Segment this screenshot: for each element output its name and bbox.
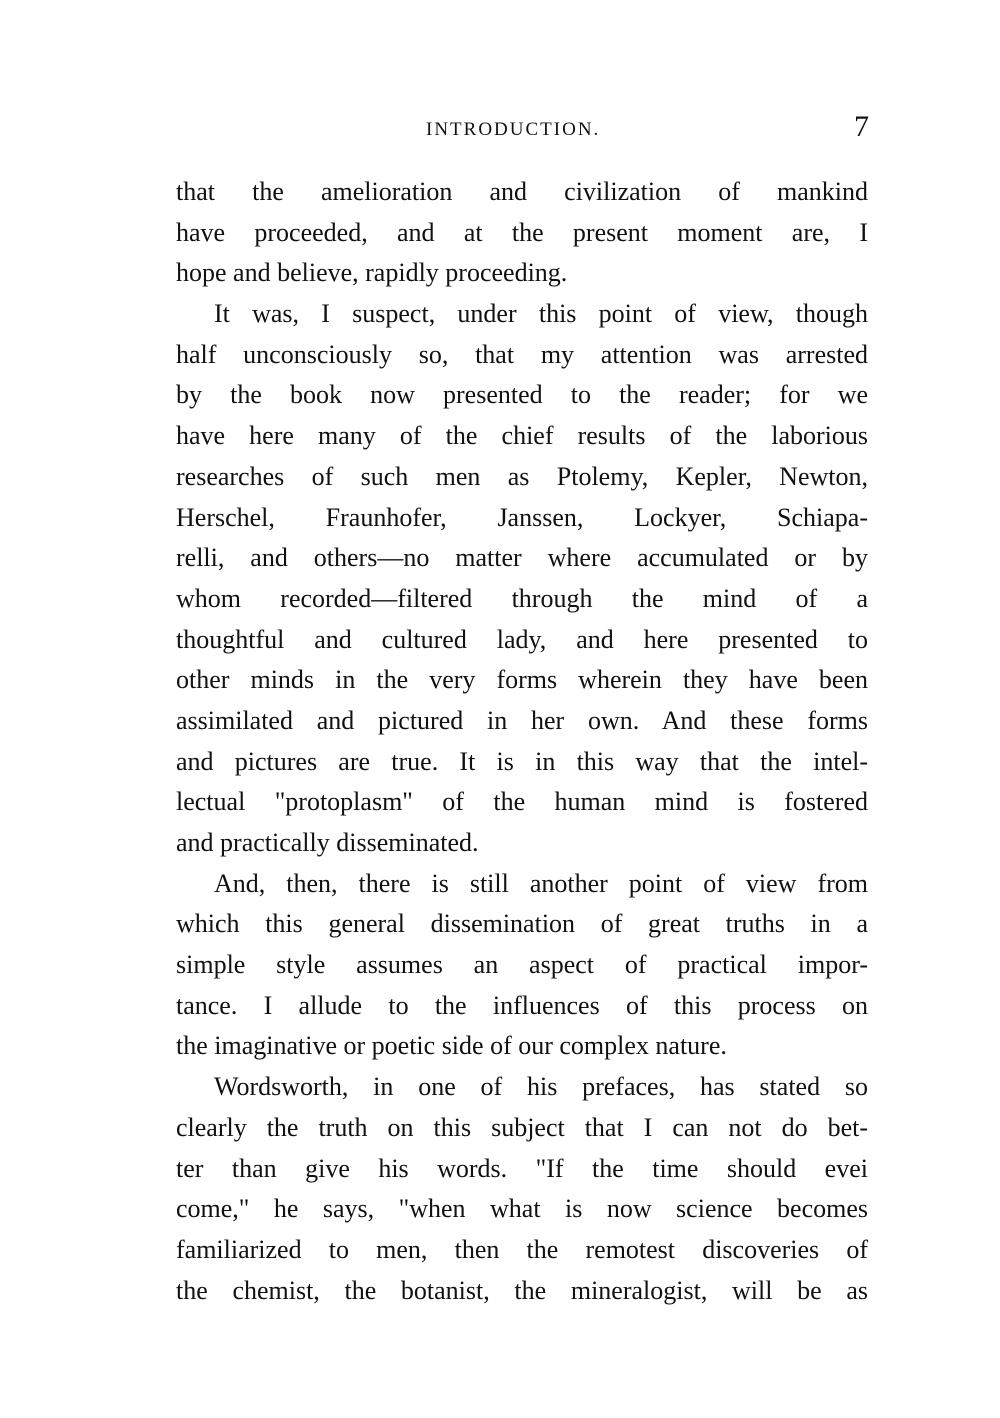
running-header	[0, 112, 1000, 152]
text-line: half unconsciously so, that my attention was arrested	[176, 339, 868, 369]
text-line: tance. I allude to the influences of this process on	[176, 990, 868, 1020]
text-line: And, then, there is still another point of view from	[214, 868, 868, 898]
text-line: the chemist, the botanist, the mineralogist, will be as	[176, 1275, 868, 1305]
text-line: assimilated and pictured in her own. And these forms	[176, 705, 868, 735]
text-line: clearly the truth on this subject that I can not do bet-	[176, 1112, 868, 1142]
text-line: have proceeded, and at the present moment are, I	[176, 217, 868, 247]
text-line: thoughtful and cultured lady, and here presented to	[176, 624, 868, 654]
text-line: come," he says, "when what is now science becomes	[176, 1194, 868, 1224]
text-line: other minds in the very forms wherein they have been	[176, 665, 868, 695]
text-line: researches of such men as Ptolemy, Kepler, Newton,	[176, 461, 868, 491]
text-line: hope and believe, rapidly proceeding.	[176, 258, 568, 288]
text-line: Wordsworth, in one of his prefaces, has stated so	[214, 1072, 868, 1102]
text-line: Herschel, Fraunhofer, Janssen, Lockyer, Schiapa-	[176, 502, 868, 532]
text-line: that the amelioration and civilization of mankind	[176, 177, 868, 206]
text-line: by the book now presented to the reader; for we	[176, 380, 868, 410]
text-line: and pictures are true. It is in this way that the intel-	[176, 746, 868, 776]
text-line: relli, and others—no matter where accumulated or by	[176, 543, 868, 573]
text-line: It was, I suspect, under this point of view, though	[214, 299, 868, 329]
page-number: 7	[854, 110, 869, 143]
body-text	[176, 172, 868, 1311]
text-line: whom recorded—filtered through the mind of a	[176, 583, 868, 613]
text-line: simple style assumes an aspect of practical impor-	[176, 950, 868, 980]
text-line: lectual "protoplasm" of the human mind is fostered	[176, 787, 868, 817]
running-title: INTRODUCTION.	[426, 119, 601, 140]
text-line: familiarized to men, then the remotest discoveries of	[176, 1234, 868, 1264]
text-line: and practically disseminated.	[176, 828, 479, 857]
text-line: which this general dissemination of great truths in a	[176, 909, 868, 939]
text-line: have here many of the chief results of the laborious	[176, 421, 868, 451]
text-line: ter than give his words. "If the time should evei	[176, 1153, 868, 1183]
text-line: the imaginative or poetic side of our complex nature.	[176, 1031, 727, 1061]
